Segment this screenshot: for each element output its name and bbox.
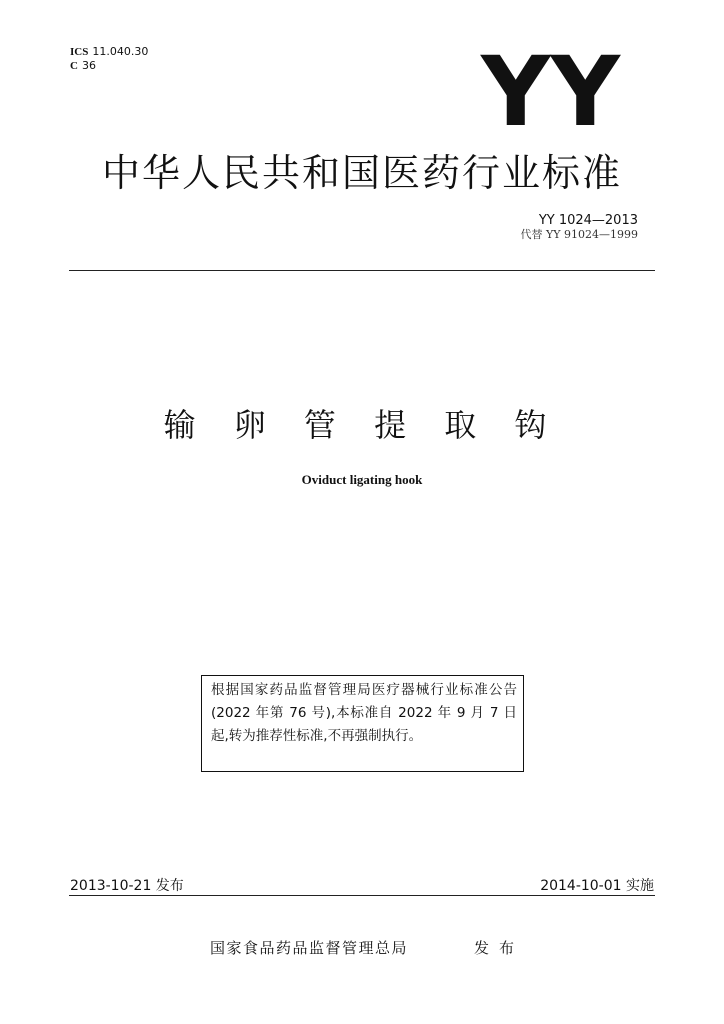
standard-number: YY 1024—2013 (538, 213, 638, 228)
standard-number-block (520, 214, 638, 242)
issuer-name: 国家食品药品监督管理总局 (210, 939, 409, 957)
bottom-divider (69, 895, 655, 896)
effective-date: 2014-10-01 实施 (540, 878, 654, 894)
replaces-note: 代替 YY 91024—1999 (520, 228, 638, 241)
classification-codes (70, 45, 148, 73)
ics-line (70, 45, 148, 59)
ics-label: ICS (70, 46, 89, 58)
agency-title: 中华人民共和国医药行业标准 (101, 151, 622, 195)
issue-action: 发布 (474, 939, 525, 957)
notice-box: 根据国家药品监督管理局医疗器械行业标准公告(2022 年第 76 号),本标准自 2022 年 9 月 7 日起,转为推荐性标准,不再强制执行。 (201, 675, 524, 772)
document-title-en: Oviduct ligating hook (301, 472, 423, 487)
ccs-code: 36 (81, 59, 96, 72)
document-title-zh: 输 卵 管 提 取 钩 (163, 406, 561, 444)
ccs-label: C (70, 60, 78, 72)
yy-logo: YY (480, 36, 620, 148)
ccs-line (70, 59, 148, 73)
top-divider (69, 270, 655, 271)
ics-code: 11.040.30 (92, 45, 149, 58)
publish-date: 2013-10-21 发布 (70, 878, 184, 894)
